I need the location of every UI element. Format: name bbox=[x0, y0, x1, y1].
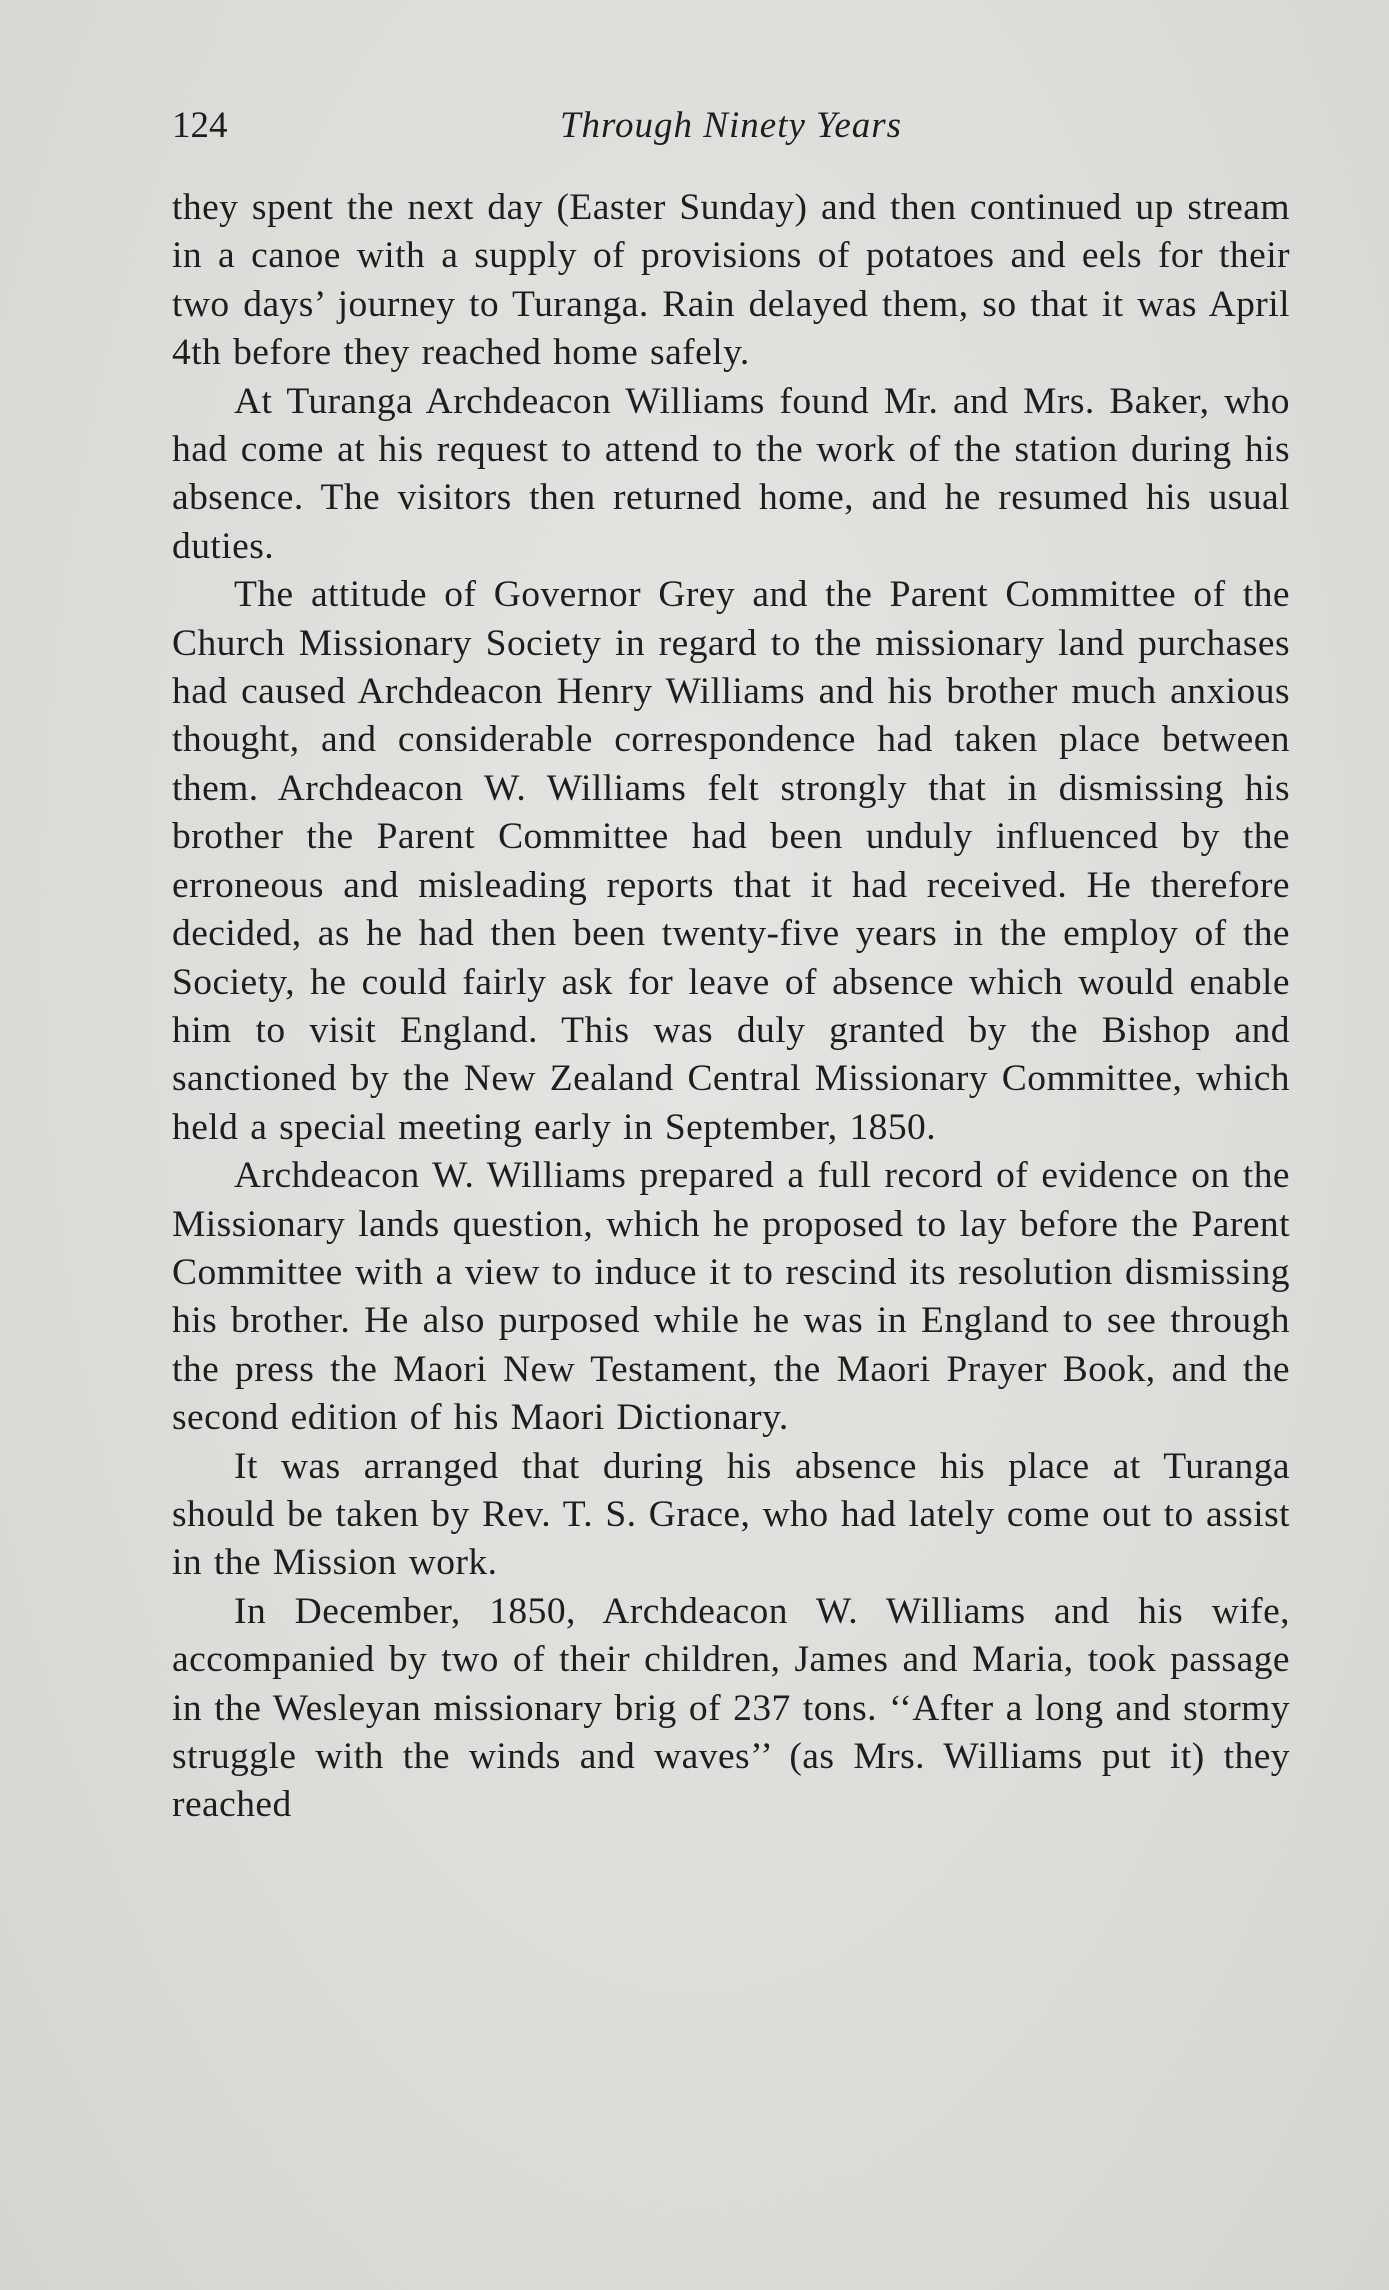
paragraph: Archdeacon W. Williams prepared a full record of evidence on the Missionary lands question, which he proposed to lay before the Parent Committee with a view to induce it to rescind its resolution dismissing his brother. He also purposed while he was in England to see through the press the Maori New Testament, the Maori Prayer Book, and the second edition of his Maori Dictionary. bbox=[172, 1155, 1290, 1439]
paragraph: The attitude of Governor Grey and the Parent Committee of the Church Missionary Society in regard to the missionary land purchases had caused Archdeacon Henry Williams and his brother much anxious thought, and considerable correspondence had taken place between them. Archdeacon W. Williams felt strongly that in dismissing his brother the Parent Committee had been unduly influenced by the erroneous and misleading reports that it had received. He therefore decided, as he had then been twenty-five years in the employ of the Society, he could fairly ask for leave of absence which would enable him to visit England. This was duly granted by the Bishop and sanctioned by the New Zealand Central Missionary Committee, which held a special meeting early in September, 1850. bbox=[172, 574, 1290, 1148]
page-number: 124 bbox=[172, 105, 228, 146]
running-title: Through Ninety Years bbox=[559, 105, 903, 146]
body-text bbox=[172, 184, 1290, 1830]
paragraph: In December, 1850, Archdeacon W. Williams and his wife, accompanied by two of their children, James and Maria, took passage in the Wesleyan missionary brig of 237 tons. ‘‘After a long and stormy struggle with the winds and waves’’ (as Mrs. Williams put it) they reached bbox=[172, 1590, 1290, 1826]
paragraph: they spent the next day (Easter Sunday) and then continued up stream in a canoe with a supply of provisions of potatoes and eels for their two days’ journey to Turanga. Rain delayed them, so that it was April 4th before they reached home safely. bbox=[172, 187, 1290, 374]
paragraph: It was arranged that during his absence his place at Turanga should be taken by Rev. T. S. Grace, who had lately come out to assist in the Mission work. bbox=[172, 1445, 1290, 1584]
paragraph: At Turanga Archdeacon Williams found Mr. and Mrs. Baker, who had come at his request to attend to the work of the station during his absence. The visitors then returned home, and he resumed his usual duties. bbox=[172, 380, 1290, 567]
running-head bbox=[172, 104, 1290, 152]
